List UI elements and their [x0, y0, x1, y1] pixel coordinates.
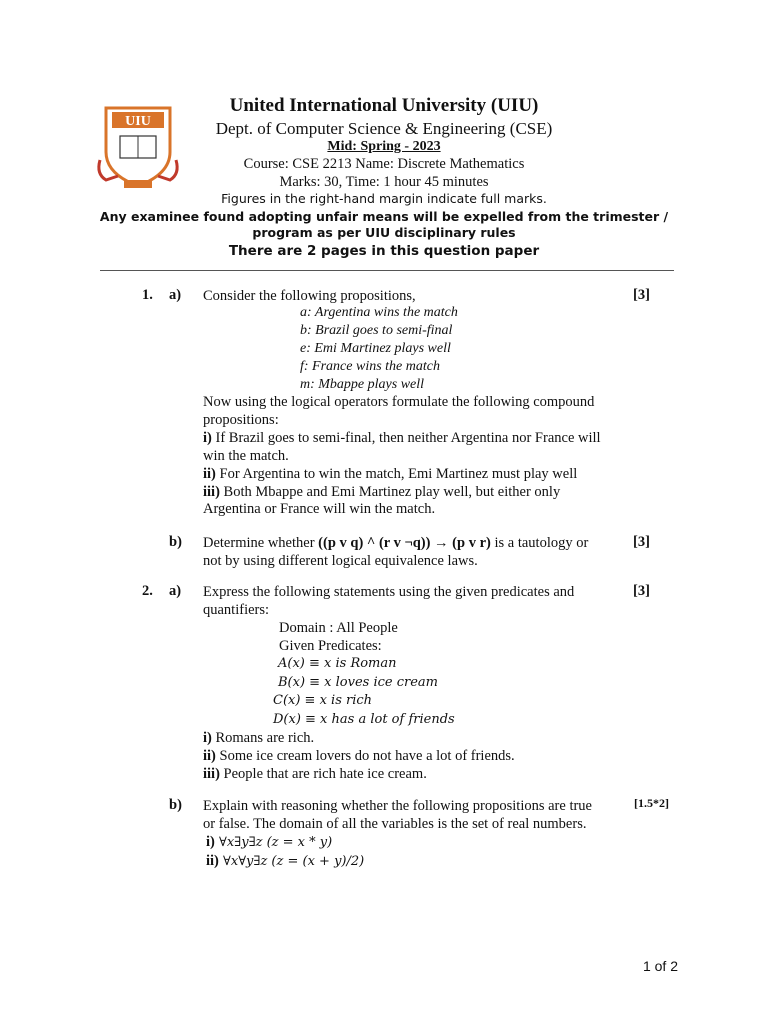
- q2-number: 2.: [142, 583, 153, 599]
- q1a-marks: [3]: [633, 287, 650, 303]
- item-text: If Brazil goes to semi-final, then neither Argentina nor France will: [211, 430, 601, 446]
- marks-time: Marks: 30, Time: 1 hour 45 minutes: [279, 174, 489, 190]
- exam-name: Mid: Spring - 2023: [327, 139, 441, 154]
- q1a-item-i-line2: win the match.: [203, 448, 289, 464]
- q1b-pre: Determine whether: [203, 535, 319, 551]
- q2a-domain: Domain : All People: [279, 620, 398, 636]
- q2a-line1: Express the following statements using the given predicates and: [203, 584, 575, 600]
- q1a-instruction-line1: Now using the logical operators formulate the following compound: [203, 394, 595, 410]
- q1a-item-i: [203, 429, 601, 447]
- pages-note: There are 2 pages in this question paper: [228, 243, 540, 259]
- proposition-a: a: Argentina wins the match: [300, 305, 458, 320]
- margin-note: Figures in the right-hand margin indicate full marks.: [221, 191, 547, 206]
- course-info: Course: CSE 2213 Name: Discrete Mathematics: [243, 156, 525, 172]
- q1b-line2: not by using different logical equivalence laws.: [203, 553, 478, 569]
- item-tag: iii): [203, 484, 220, 500]
- q1b-label: b): [169, 534, 182, 550]
- q1a-label: a): [169, 287, 182, 303]
- item-text: Both Mbappe and Emi Martinez play well, but either only: [219, 484, 561, 500]
- q1a-instruction-line2: propositions:: [203, 412, 279, 428]
- q2b-label: b): [169, 797, 182, 813]
- proposition-f: f: France wins the match: [300, 359, 440, 374]
- q2b-item-ii: [206, 852, 364, 871]
- q1b-post: is a tautology or: [490, 535, 589, 551]
- proposition-m: m: Mbappe plays well: [300, 377, 425, 392]
- item-tag: iii): [203, 766, 220, 782]
- page-number: 1 of 2: [642, 958, 678, 974]
- item-tag: ii): [203, 748, 216, 764]
- item-formula: ∀x∃y∃z (z = x * y): [214, 835, 333, 850]
- q2a-item-i: [203, 729, 314, 747]
- q2a-line2: quantifiers:: [203, 602, 270, 618]
- q2b-line1: Explain with reasoning whether the following propositions are true: [203, 798, 592, 814]
- department: Dept. of Computer Science & Engineering (CSE): [215, 119, 553, 138]
- q1a-intro: Consider the following propositions,: [203, 288, 416, 304]
- proposition-b: b: Brazil goes to semi-final: [300, 323, 453, 338]
- q2a-marks: [3]: [633, 583, 650, 599]
- item-text: Some ice cream lovers do not have a lot of friends.: [215, 748, 515, 764]
- predicate-A: A(x) ≡ x is Roman: [278, 656, 397, 671]
- header-divider: [100, 270, 674, 271]
- q1b-marks: [3]: [633, 534, 650, 550]
- item-text: For Argentina to win the match, Emi Martinez must play well: [215, 466, 578, 482]
- q1b-text: [203, 534, 588, 552]
- unfair-means-line2: program as per UIU disciplinary rules: [252, 225, 516, 240]
- q1b-expression: ((p v q) ^ (r v ¬q)) → (p v r): [318, 535, 491, 551]
- q2a-given: Given Predicates:: [279, 638, 382, 654]
- q1-number: 1.: [142, 287, 153, 303]
- predicate-B: B(x) ≡ x loves ice cream: [278, 675, 439, 690]
- item-tag: i): [203, 430, 212, 446]
- item-formula: ∀x∀y∃z (z = (x + y)/2): [218, 854, 365, 869]
- q2a-item-ii: [203, 747, 515, 765]
- q1a-item-iii-line2: Argentina or France will win the match.: [203, 501, 436, 517]
- item-text: Romans are rich.: [211, 730, 315, 746]
- proposition-e: e: Emi Martinez plays well: [300, 341, 451, 356]
- item-tag: i): [206, 834, 215, 850]
- svg-text:UIU: UIU: [125, 114, 151, 129]
- q2a-label: a): [169, 583, 182, 599]
- q2b-line2: or false. The domain of all the variables is the set of real numbers.: [203, 816, 587, 832]
- q1a-item-iii: [203, 483, 560, 501]
- item-tag: ii): [206, 853, 219, 869]
- q2b-marks: [1.5*2]: [634, 796, 669, 810]
- item-text: People that are rich hate ice cream.: [219, 766, 427, 782]
- predicate-C: C(x) ≡ x is rich: [273, 693, 373, 708]
- q2b-item-i: [206, 833, 332, 852]
- item-tag: i): [203, 730, 212, 746]
- q1a-item-ii: [203, 465, 577, 483]
- item-tag: ii): [203, 466, 216, 482]
- unfair-means-line1: Any examinee found adopting unfair means will be expelled from the trimester /: [99, 209, 669, 224]
- university-title: United International University (UIU): [229, 95, 539, 116]
- q2a-item-iii: [203, 765, 427, 783]
- predicate-D: D(x) ≡ x has a lot of friends: [273, 712, 455, 727]
